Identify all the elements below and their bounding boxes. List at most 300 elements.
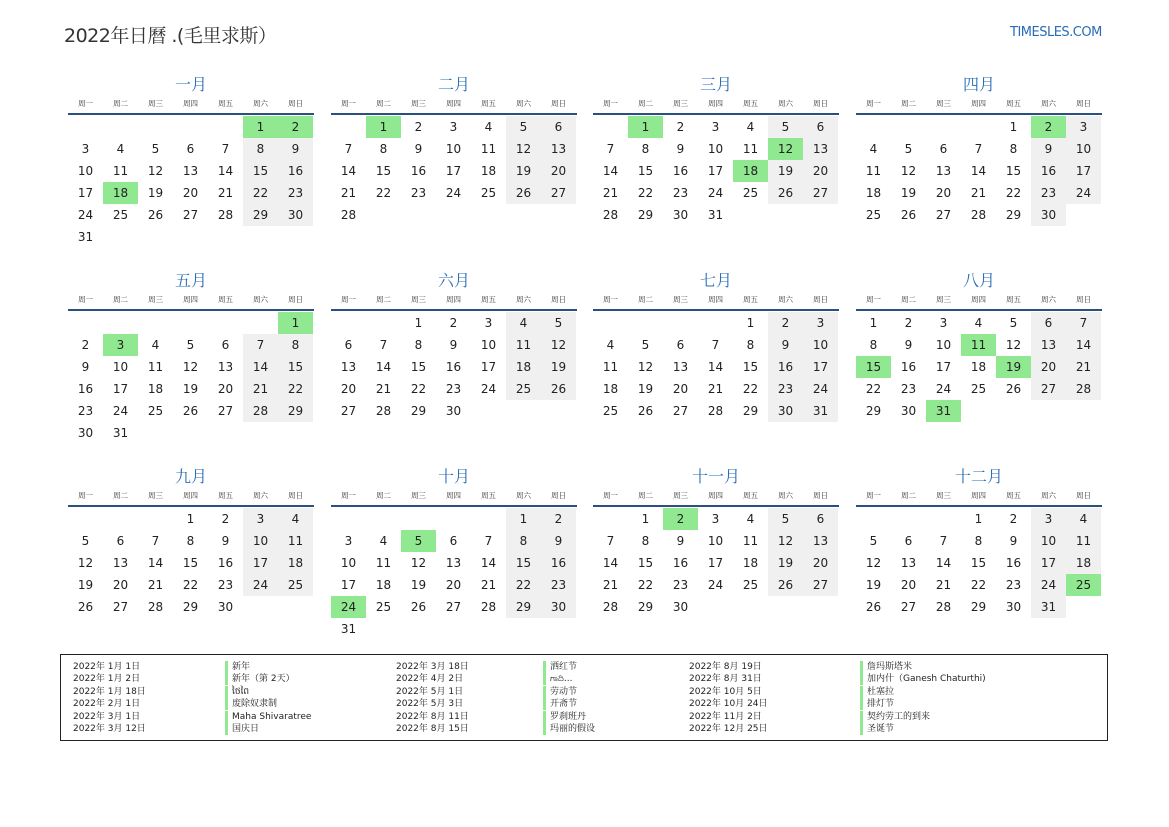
weekday-label: 周五: [218, 491, 233, 500]
day-cell: 4: [1066, 508, 1101, 530]
day-cell: 30: [541, 596, 576, 618]
holiday-date: 2022年 3月 1日: [73, 711, 141, 722]
day-cell: 26: [506, 182, 541, 204]
month-name: 一月: [174, 75, 207, 94]
month-divider: [68, 113, 314, 115]
holiday-day-cell: 18: [103, 182, 138, 204]
holiday-date: 2022年 8月 31日: [689, 674, 762, 685]
day-cell: 24: [77, 208, 94, 222]
day-cell: 17: [340, 578, 357, 592]
day-cell: 15: [506, 552, 541, 574]
day-grid: [593, 508, 839, 641]
day-cell: 3: [1066, 116, 1101, 138]
day-cell: 27: [541, 182, 576, 204]
day-cell: 21: [602, 186, 619, 200]
day-cell: 2: [768, 312, 803, 334]
day-cell: 23: [445, 382, 462, 396]
day-cell: 21: [243, 378, 278, 400]
month-name: 三月: [699, 75, 732, 94]
holiday-day-cell: 2: [1031, 116, 1066, 138]
day-cell: 28: [217, 208, 234, 222]
day-cell: 13: [217, 360, 234, 374]
day-cell: 16: [445, 360, 462, 374]
holiday-date: 2022年 10月 5日: [689, 686, 762, 697]
day-cell: 19: [541, 356, 576, 378]
day-cell: 24: [935, 382, 952, 396]
day-cell: 31: [803, 400, 838, 422]
day-cell: 10: [707, 142, 724, 156]
day-cell: 19: [865, 578, 882, 592]
day-cell: 21: [375, 382, 392, 396]
weekday-label: 周日: [288, 295, 303, 304]
holiday-day-cell: 31: [926, 400, 961, 422]
day-cell: 5: [81, 534, 90, 548]
day-cell: 3: [449, 120, 458, 134]
day-cell: 20: [935, 186, 952, 200]
weekday-header: [331, 490, 577, 502]
day-cell: 12: [541, 334, 576, 356]
day-cell: 19: [900, 186, 917, 200]
day-cell: 15: [970, 556, 987, 570]
day-cell: 6: [221, 338, 230, 352]
holiday-date: 2022年 8月 11日: [396, 711, 469, 722]
holiday-day-cell: 18: [733, 160, 768, 182]
day-cell: 30: [217, 600, 234, 614]
day-cell: 27: [672, 404, 689, 418]
day-cell: 22: [506, 574, 541, 596]
day-cell: 16: [217, 556, 234, 570]
day-cell: 5: [506, 116, 541, 138]
holiday-name: ថៃពៃ: [225, 686, 249, 698]
holiday-day-cell: 1: [243, 116, 278, 138]
day-cell: 18: [970, 360, 987, 374]
day-cell: 17: [480, 360, 497, 374]
weekday-label: 周一: [603, 295, 618, 304]
weekday-label: 周四: [183, 295, 198, 304]
day-cell: 24: [1066, 182, 1101, 204]
day-grid: [331, 116, 577, 249]
weekday-label: 周一: [603, 99, 618, 108]
day-cell: 1: [414, 316, 423, 330]
day-cell: 14: [217, 164, 234, 178]
day-cell: 12: [768, 530, 803, 552]
weekday-label: 周三: [936, 295, 951, 304]
day-cell: 13: [182, 164, 199, 178]
day-cell: 26: [865, 600, 882, 614]
weekday-label: 周一: [78, 491, 93, 500]
weekday-label: 周二: [113, 99, 128, 108]
day-cell: 29: [243, 204, 278, 226]
weekday-label: 周日: [813, 99, 828, 108]
day-cell: 4: [974, 316, 983, 330]
weekday-label: 周三: [673, 491, 688, 500]
month-divider: [331, 505, 577, 507]
day-cell: 22: [278, 378, 313, 400]
holiday-date: 2022年 2月 1日: [73, 699, 141, 710]
day-cell: 28: [375, 404, 392, 418]
holiday-date: 2022年 5月 1日: [396, 686, 464, 697]
holiday-day-cell: 24: [331, 596, 366, 618]
day-cell: 30: [278, 204, 313, 226]
day-cell: 24: [707, 578, 724, 592]
day-cell: 21: [340, 186, 357, 200]
weekday-label: 周六: [1041, 99, 1056, 108]
day-cell: 3: [243, 508, 278, 530]
day-cell: 18: [742, 556, 759, 570]
day-cell: 17: [77, 186, 94, 200]
holiday-name: 开斋节: [543, 698, 577, 710]
day-cell: 7: [221, 142, 230, 156]
day-cell: 12: [1005, 338, 1022, 352]
day-cell: 7: [939, 534, 948, 548]
weekday-label: 周五: [743, 295, 758, 304]
weekday-label: 周四: [971, 491, 986, 500]
weekday-label: 周日: [1076, 491, 1091, 500]
day-cell: 29: [637, 600, 654, 614]
holiday-day-cell: 19: [996, 356, 1031, 378]
day-cell: 23: [900, 382, 917, 396]
day-cell: 15: [637, 164, 654, 178]
day-cell: 21: [480, 578, 497, 592]
weekday-label: 周六: [253, 491, 268, 500]
month-name: 十一月: [691, 467, 740, 486]
day-grid: [68, 116, 314, 249]
day-cell: 3: [939, 316, 948, 330]
day-cell: 20: [182, 186, 199, 200]
day-cell: 20: [112, 578, 129, 592]
day-cell: 2: [904, 316, 913, 330]
day-cell: 3: [711, 120, 720, 134]
day-cell: 19: [768, 160, 803, 182]
weekday-label: 周日: [551, 491, 566, 500]
weekday-label: 周五: [481, 99, 496, 108]
weekday-label: 周二: [376, 99, 391, 108]
day-cell: 12: [182, 360, 199, 374]
day-cell: 9: [1009, 534, 1018, 548]
day-cell: 8: [974, 534, 983, 548]
day-cell: 15: [742, 360, 759, 374]
day-cell: 7: [711, 338, 720, 352]
weekday-label: 周五: [743, 99, 758, 108]
month-name: 四月: [962, 75, 995, 94]
day-cell: 29: [278, 400, 313, 422]
day-cell: 22: [410, 382, 427, 396]
day-cell: 23: [410, 186, 427, 200]
day-cell: 2: [414, 120, 423, 134]
weekday-label: 周六: [1041, 491, 1056, 500]
day-cell: 12: [865, 556, 882, 570]
weekday-label: 周三: [148, 491, 163, 500]
weekday-label: 周五: [481, 295, 496, 304]
day-cell: 8: [746, 338, 755, 352]
month-divider: [856, 113, 1102, 115]
day-cell: 10: [77, 164, 94, 178]
holiday-name: 排灯节: [860, 698, 894, 710]
holiday-date: 2022年 5月 3日: [396, 699, 464, 710]
day-grid: [856, 312, 1102, 445]
day-cell: 27: [803, 574, 838, 596]
day-cell: 22: [742, 382, 759, 396]
day-cell: 19: [147, 186, 164, 200]
day-grid: [593, 116, 839, 249]
day-cell: 7: [151, 534, 160, 548]
day-cell: 29: [1005, 208, 1022, 222]
day-cell: 20: [340, 382, 357, 396]
day-cell: 5: [904, 142, 913, 156]
day-cell: 17: [1066, 160, 1101, 182]
day-cell: 30: [672, 208, 689, 222]
weekday-label: 周三: [411, 295, 426, 304]
day-cell: 16: [672, 164, 689, 178]
day-cell: 2: [1009, 512, 1018, 526]
day-cell: 9: [414, 142, 423, 156]
day-cell: 7: [1066, 312, 1101, 334]
day-cell: 20: [803, 160, 838, 182]
holiday-name: 新年（第 2天）: [225, 673, 295, 685]
holiday-date: 2022年 3月 18日: [396, 662, 469, 672]
day-cell: 14: [602, 556, 619, 570]
day-cell: 7: [243, 334, 278, 356]
weekday-label: 周六: [1041, 295, 1056, 304]
day-cell: 27: [1031, 378, 1066, 400]
day-cell: 7: [606, 534, 615, 548]
day-cell: 21: [1066, 356, 1101, 378]
holiday-name: ಗಾದಿ...: [543, 673, 572, 685]
weekday-header: [856, 294, 1102, 306]
holiday-name: 洒红节: [543, 661, 577, 673]
day-cell: 6: [186, 142, 195, 156]
holiday-day-cell: 3: [103, 334, 138, 356]
weekday-label: 周二: [376, 491, 391, 500]
day-cell: 6: [116, 534, 125, 548]
day-cell: 10: [480, 338, 497, 352]
day-cell: 8: [869, 338, 878, 352]
day-cell: 15: [637, 556, 654, 570]
weekday-label: 周四: [708, 295, 723, 304]
day-grid: [856, 508, 1102, 641]
weekday-label: 周五: [481, 491, 496, 500]
site-link[interactable]: TIMESLES.COM: [1010, 25, 1102, 40]
day-cell: 21: [217, 186, 234, 200]
day-cell: 19: [77, 578, 94, 592]
holiday-day-cell: 12: [768, 138, 803, 160]
day-cell: 25: [375, 600, 392, 614]
weekday-label: 周六: [516, 295, 531, 304]
holiday-date: 2022年 4月 2日: [396, 674, 464, 685]
month-divider: [331, 113, 577, 115]
day-cell: 13: [672, 360, 689, 374]
day-cell: 3: [344, 534, 353, 548]
day-cell: 9: [676, 534, 685, 548]
day-cell: 11: [480, 142, 497, 156]
day-cell: 22: [637, 578, 654, 592]
day-cell: 10: [935, 338, 952, 352]
day-cell: 30: [77, 426, 94, 440]
day-cell: 11: [278, 530, 313, 552]
day-cell: 20: [217, 382, 234, 396]
day-cell: 18: [147, 382, 164, 396]
day-cell: 27: [112, 600, 129, 614]
day-cell: 8: [186, 534, 195, 548]
holiday-name: 加内什（Ganesh Chaturthi): [860, 673, 986, 685]
day-cell: 5: [151, 142, 160, 156]
day-cell: 19: [410, 578, 427, 592]
day-cell: 26: [541, 378, 576, 400]
weekday-header: [331, 294, 577, 306]
day-cell: 11: [147, 360, 164, 374]
day-cell: 23: [672, 578, 689, 592]
day-cell: 11: [112, 164, 129, 178]
day-cell: 12: [147, 164, 164, 178]
day-cell: 28: [243, 400, 278, 422]
holiday-name: 圣诞节: [860, 723, 894, 735]
day-cell: 31: [707, 208, 724, 222]
day-cell: 26: [768, 574, 803, 596]
day-cell: 23: [541, 574, 576, 596]
day-cell: 10: [112, 360, 129, 374]
day-cell: 28: [1066, 378, 1101, 400]
day-cell: 1: [1009, 120, 1018, 134]
day-cell: 11: [742, 534, 759, 548]
weekday-header: [593, 294, 839, 306]
holiday-date: 2022年 1月 1日: [73, 662, 141, 672]
weekday-label: 周日: [551, 99, 566, 108]
holiday-day-cell: 15: [856, 356, 891, 378]
day-cell: 25: [602, 404, 619, 418]
weekday-label: 周三: [411, 491, 426, 500]
holiday-name: 新年: [225, 661, 250, 673]
weekday-label: 周六: [253, 99, 268, 108]
day-cell: 16: [768, 356, 803, 378]
day-cell: 6: [541, 116, 576, 138]
day-cell: 30: [1005, 600, 1022, 614]
day-cell: 13: [1031, 334, 1066, 356]
day-cell: 24: [445, 186, 462, 200]
weekday-label: 周四: [708, 491, 723, 500]
day-cell: 29: [506, 596, 541, 618]
day-cell: 5: [1009, 316, 1018, 330]
day-cell: 6: [803, 508, 838, 530]
day-cell: 19: [506, 160, 541, 182]
day-cell: 18: [1066, 552, 1101, 574]
weekday-header: [68, 490, 314, 502]
weekday-label: 周二: [376, 295, 391, 304]
holiday-name: Maha Shivaratree: [225, 711, 311, 723]
day-cell: 19: [637, 382, 654, 396]
day-cell: 17: [707, 556, 724, 570]
month-name: 六月: [437, 271, 470, 290]
day-cell: 25: [742, 186, 759, 200]
month-divider: [331, 309, 577, 311]
day-cell: 26: [182, 404, 199, 418]
day-cell: 5: [641, 338, 650, 352]
day-cell: 10: [1031, 530, 1066, 552]
holiday-day-cell: 1: [628, 116, 663, 138]
day-cell: 25: [278, 574, 313, 596]
day-cell: 21: [970, 186, 987, 200]
holiday-legend: [60, 654, 1108, 741]
weekday-label: 周六: [516, 99, 531, 108]
weekday-header: [593, 490, 839, 502]
day-cell: 30: [445, 404, 462, 418]
day-cell: 15: [375, 164, 392, 178]
day-cell: 14: [147, 556, 164, 570]
day-cell: 26: [900, 208, 917, 222]
day-cell: 22: [1005, 186, 1022, 200]
day-cell: 1: [506, 508, 541, 530]
weekday-label: 周五: [218, 295, 233, 304]
day-cell: 28: [602, 600, 619, 614]
day-cell: 27: [803, 182, 838, 204]
weekday-label: 周五: [218, 99, 233, 108]
day-cell: 20: [445, 578, 462, 592]
day-cell: 2: [541, 508, 576, 530]
day-cell: 15: [182, 556, 199, 570]
holiday-date: 2022年 1月 2日: [73, 674, 141, 685]
day-cell: 9: [676, 142, 685, 156]
day-cell: 7: [379, 338, 388, 352]
day-cell: 14: [970, 164, 987, 178]
holiday-day-cell: 11: [961, 334, 996, 356]
weekday-label: 周日: [551, 295, 566, 304]
day-cell: 12: [637, 360, 654, 374]
day-cell: 16: [410, 164, 427, 178]
month-name: 八月: [962, 271, 995, 290]
day-cell: 5: [186, 338, 195, 352]
day-cell: 31: [77, 230, 94, 244]
day-grid: [593, 312, 839, 445]
month-divider: [593, 505, 839, 507]
day-cell: 14: [243, 356, 278, 378]
month-divider: [68, 309, 314, 311]
day-cell: 17: [1031, 552, 1066, 574]
day-cell: 8: [641, 534, 650, 548]
day-cell: 27: [445, 600, 462, 614]
day-cell: 11: [602, 360, 619, 374]
weekday-label: 周一: [866, 491, 881, 500]
weekday-label: 周日: [1076, 99, 1091, 108]
day-cell: 26: [77, 600, 94, 614]
month-divider: [856, 505, 1102, 507]
day-cell: 10: [707, 534, 724, 548]
day-cell: 6: [904, 534, 913, 548]
day-cell: 8: [379, 142, 388, 156]
day-cell: 13: [900, 556, 917, 570]
day-cell: 16: [1005, 556, 1022, 570]
day-cell: 30: [1031, 204, 1066, 226]
weekday-header: [68, 98, 314, 110]
day-cell: 7: [606, 142, 615, 156]
day-cell: 8: [641, 142, 650, 156]
day-cell: 25: [742, 578, 759, 592]
day-cell: 25: [147, 404, 164, 418]
day-cell: 7: [344, 142, 353, 156]
weekday-label: 周四: [971, 99, 986, 108]
day-cell: 25: [865, 208, 882, 222]
weekday-label: 周三: [936, 99, 951, 108]
day-cell: 1: [186, 512, 195, 526]
holiday-date: 2022年 12月 25日: [689, 724, 768, 734]
weekday-label: 周日: [1076, 295, 1091, 304]
holiday-date: 2022年 8月 19日: [689, 662, 762, 672]
holiday-name: 杜塞拉: [860, 686, 894, 698]
day-cell: 1: [974, 512, 983, 526]
day-cell: 8: [506, 530, 541, 552]
day-cell: 1: [869, 316, 878, 330]
day-cell: 28: [480, 600, 497, 614]
day-cell: 3: [803, 312, 838, 334]
day-cell: 4: [278, 508, 313, 530]
